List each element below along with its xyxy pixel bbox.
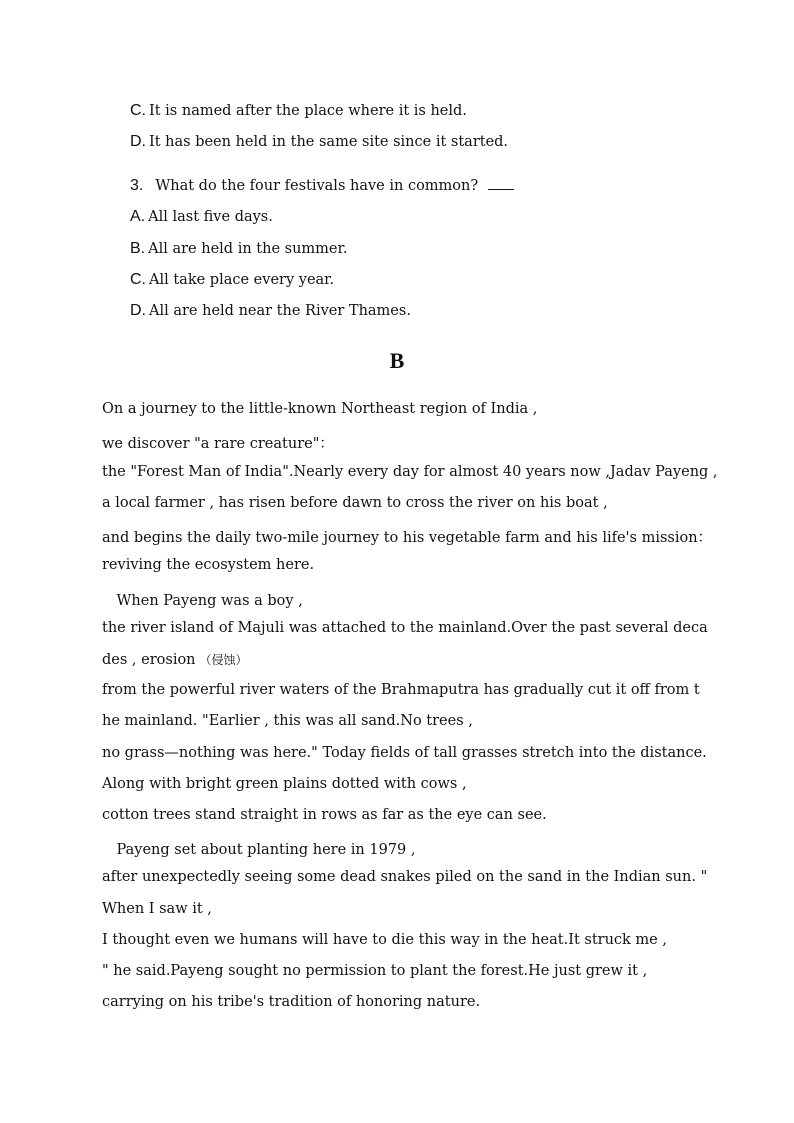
passage-line: Payeng set about planting here in 1979 , (102, 842, 416, 858)
question-text: What do the four festivals have in common? (155, 178, 479, 194)
passage-line: a local farmer , has risen before dawn to cross the river on his boat , (102, 495, 608, 511)
passage-line: we discover "a rare creature"： (102, 436, 334, 452)
erosion-gloss: （侵蚀） (199, 653, 248, 667)
passage-line: carrying on his tribe's tradition of honoring nature. (102, 994, 481, 1010)
option-text: All are held in the summer. (148, 241, 348, 257)
q2-option-d (130, 133, 508, 151)
option-letter: D. (130, 302, 146, 319)
passage-line: cotton trees stand straight in rows as far as the eye can see. (102, 807, 547, 823)
q2-option-c (130, 102, 467, 120)
question-number: 3. (130, 177, 144, 194)
passage-line: from the powerful river waters of the Brahmaputra has gradually cut it off from t (102, 682, 700, 698)
option-text: All last five days. (148, 209, 273, 225)
passage-line-erosion (102, 651, 248, 668)
option-letter: A. (130, 208, 146, 225)
option-text: All are held near the River Thames. (149, 303, 411, 319)
q3-option-a (130, 208, 273, 226)
passage-line: the "Forest Man of India".Nearly every day for almost 40 years now ,Jadav Payeng , (102, 464, 718, 480)
passage-line: and begins the daily two-mile journey to his vegetable farm and his life's mission： (102, 530, 713, 546)
passage-line: I thought even we humans will have to die this way in the heat.It struck me , (102, 932, 667, 948)
section-heading: B (389, 348, 405, 373)
passage-line: " he said.Payeng sought no permission to plant the forest.He just grew it , (102, 963, 648, 979)
passage-text: des , erosion (102, 652, 196, 668)
option-text: All take place every year. (149, 272, 335, 288)
option-text: It has been held in the same site since it started. (149, 134, 509, 150)
option-letter: C. (130, 102, 146, 119)
passage-line: When I saw it , (102, 901, 212, 917)
option-text: It is named after the place where it is held. (149, 103, 467, 119)
option-letter: B. (130, 240, 146, 257)
q3-option-c (130, 271, 334, 289)
passage-line: the river island of Majuli was attached to the mainland.Over the past several deca (102, 620, 708, 636)
q3-option-b (130, 240, 347, 258)
passage-line: When Payeng was a boy , (102, 593, 303, 609)
passage-line: reviving the ecosystem here. (102, 557, 315, 573)
passage-line: On a journey to the little-known Northeast region of India , (102, 401, 538, 417)
q3-option-d (130, 302, 411, 320)
passage-line: after unexpectedly seeing some dead snakes piled on the sand in the Indian sun. " (102, 869, 708, 885)
question-3 (130, 177, 514, 195)
option-letter: C. (130, 271, 146, 288)
passage-line: he mainland. "Earlier , this was all sand.No trees , (102, 713, 473, 729)
answer-blank (488, 177, 514, 190)
passage-line: Along with bright green plains dotted with cows , (102, 776, 467, 792)
passage-line: no grass—nothing was here." Today fields of tall grasses stretch into the distance. (102, 745, 707, 761)
option-letter: D. (130, 133, 146, 150)
